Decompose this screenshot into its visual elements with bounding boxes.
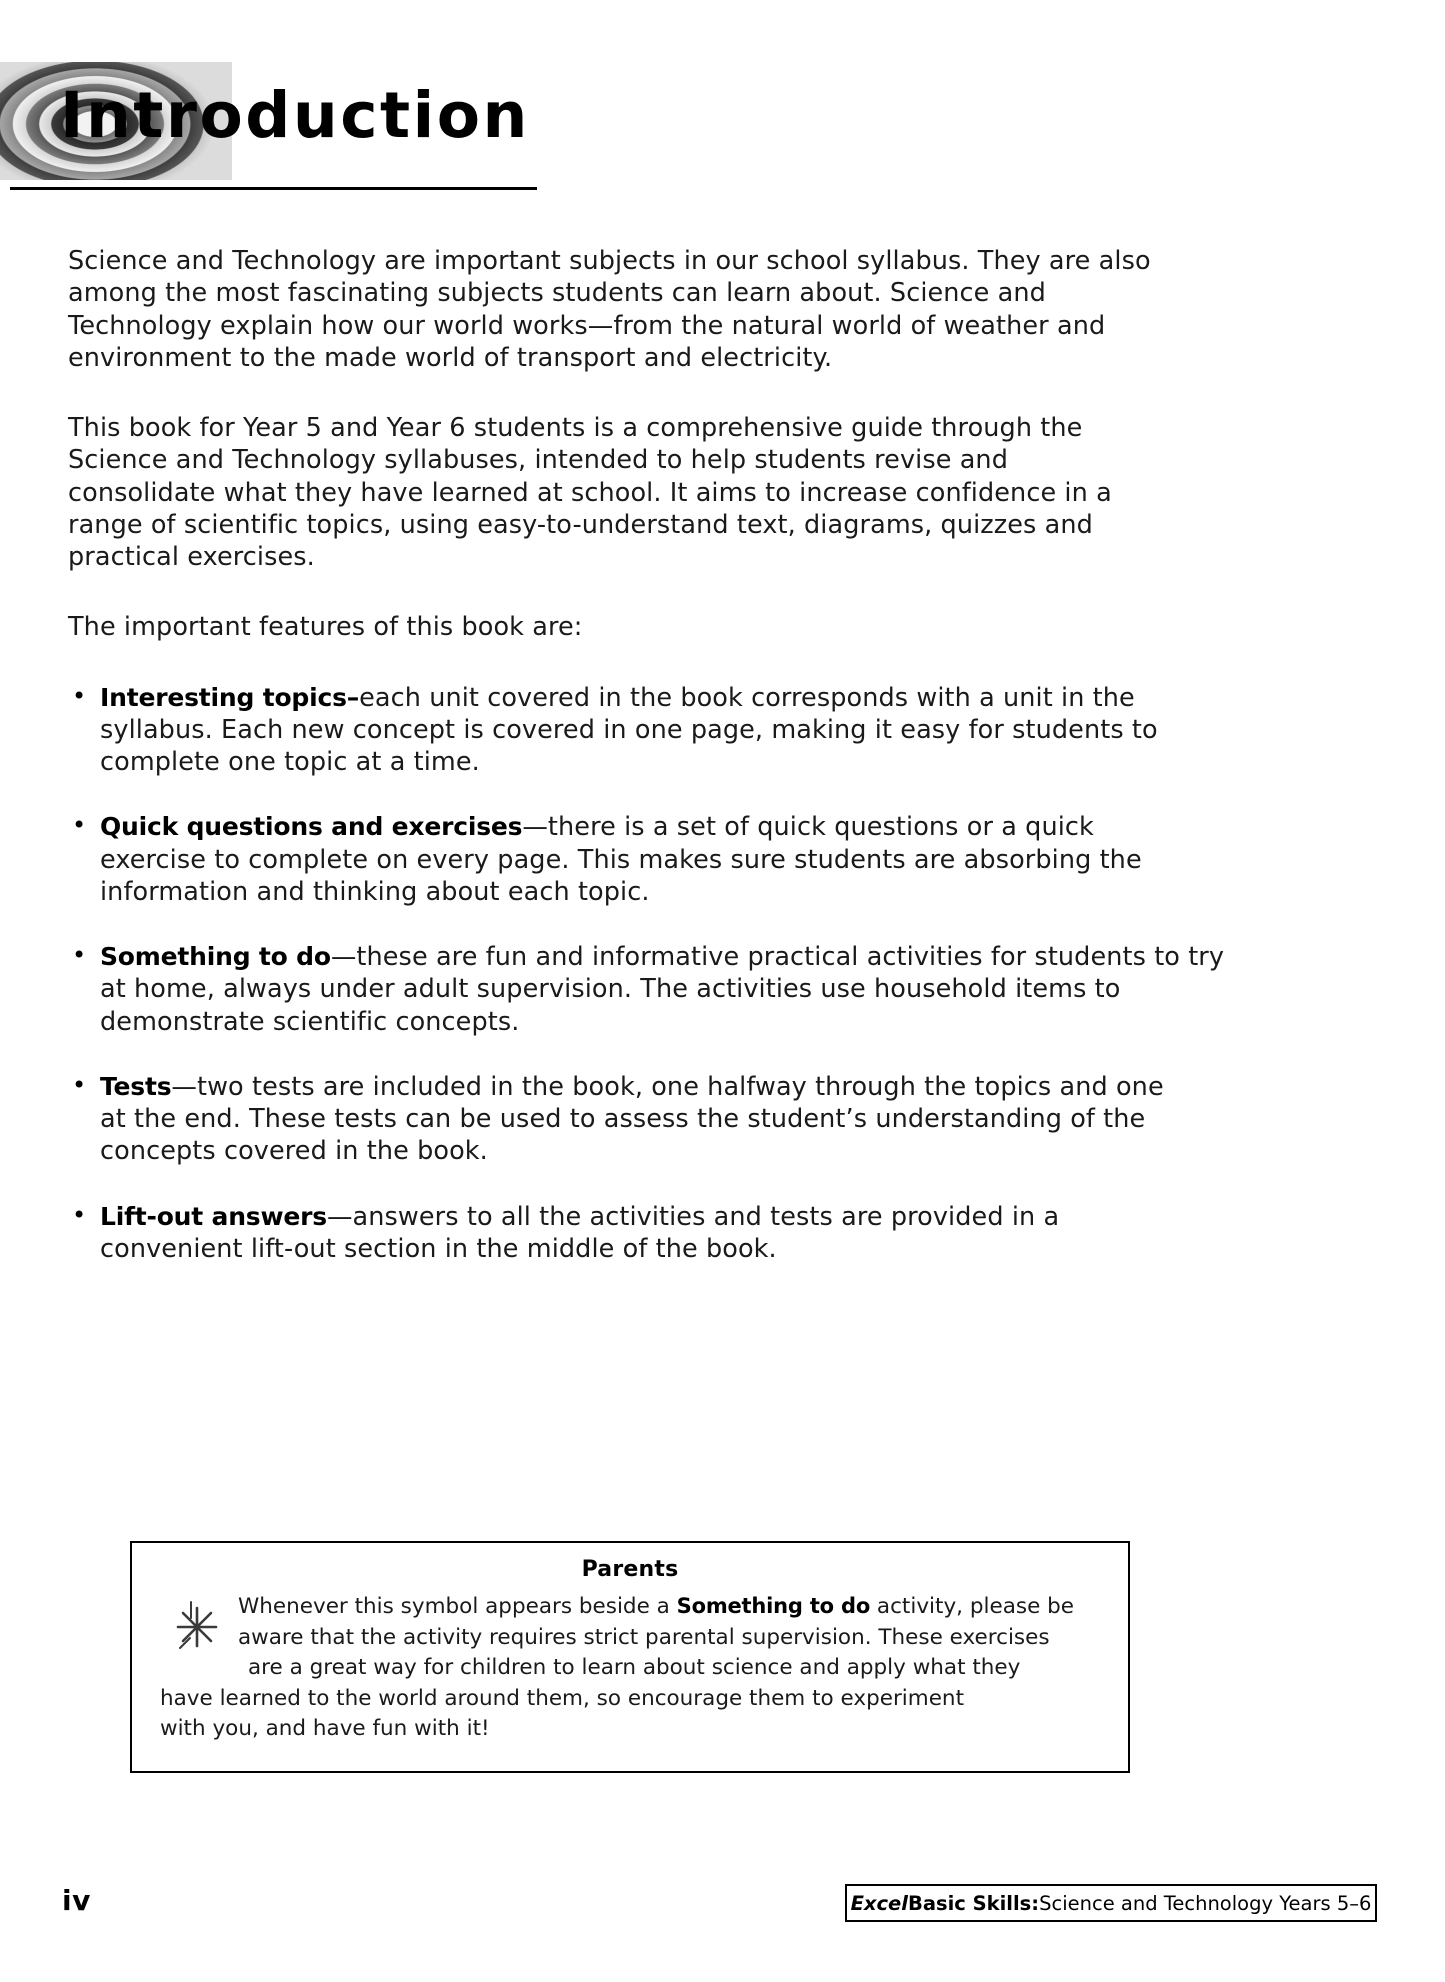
list-item xyxy=(68,1201,1205,1266)
parents-line-4: are a great way for children to learn about science and apply what they xyxy=(248,1655,1021,1681)
list-item xyxy=(68,682,1205,779)
footer-title-rest: Science and Technology Years 5–6 xyxy=(1039,1891,1372,1915)
feature-text: —these are fun and informative practical activities for students to try at home, always under adult supervision. The activities use household items to demonstrate scientific concepts. xyxy=(100,942,1225,1037)
feature-lead: Quick questions and exercises xyxy=(100,812,523,842)
parents-callout-body xyxy=(160,1592,1100,1745)
parents-callout-box xyxy=(130,1541,1130,1773)
parents-line-5: have learned to the world around them, so encourage them to experiment xyxy=(160,1685,964,1711)
parents-line-1: Whenever this symbol appears beside a xyxy=(238,1594,670,1619)
footer-series-band xyxy=(845,1884,1377,1922)
intro-paragraph-1: Science and Technology are important subjects in our school syllabus. They are also among the most fascinating subjects students can learn about. Science and Technology explain how our world works—from the natural world of weather and environment to the made world of transport and electricity. xyxy=(68,246,1151,373)
title-divider xyxy=(10,187,537,190)
list-item xyxy=(68,941,1225,1038)
sun-burst-icon xyxy=(166,1596,228,1658)
page-title: Introduction xyxy=(60,79,530,152)
feature-lead: Interesting topics– xyxy=(100,682,360,712)
footer-brand-bold: Basic Skills: xyxy=(907,1891,1040,1915)
feature-text: each unit covered in the book corresponds with a unit in the syllabus. Each new concept is covered in one page, making it easy for students to complete one topic at a time. xyxy=(100,682,1158,777)
footer-brand-italic: Excel xyxy=(850,1891,908,1915)
feature-lead: Lift-out answers xyxy=(100,1201,327,1231)
feature-text: —answers to all the activities and tests are provided in a convenient lift-out section in the middle of the book. xyxy=(100,1201,1060,1264)
parents-line-6: with you, and have fun with it! xyxy=(160,1716,490,1742)
list-item xyxy=(68,811,1195,908)
feature-text: —there is a set of quick questions or a quick exercise to complete on every page. This makes sure students are absorbing the information and thinking about each topic. xyxy=(100,812,1142,907)
feature-lead: Tests xyxy=(100,1071,172,1101)
page-number: iv xyxy=(62,1884,91,1917)
parents-line-3: aware that the activity requires strict parental supervision. These exercises xyxy=(238,1624,1050,1650)
feature-lead: Something to do xyxy=(100,942,331,971)
intro-paragraph-2: This book for Year 5 and Year 6 students is a comprehensive guide through the Science and Technology syllabuses, intended to help students revise and consolidate what they have learned at school. It aims to increase confidence in a range of scientific topics, using easy-to-understand text, diagrams, quizzes and practical exercises. xyxy=(68,413,1112,572)
page-title-block xyxy=(0,62,540,187)
parents-bold-term: Something to do xyxy=(676,1594,871,1618)
intro-paragraph-3: The important features of this book are: xyxy=(68,612,583,643)
parents-callout-title: Parents xyxy=(581,1557,679,1582)
features-list xyxy=(68,682,1225,1266)
body-content xyxy=(68,245,1225,1298)
feature-text: —two tests are included in the book, one halfway through the topics and one at the end. These tests can be used to assess the student’s understanding of the concepts covered in the book. xyxy=(100,1071,1164,1167)
list-item xyxy=(68,1071,1190,1168)
parents-line-2: activity, please be xyxy=(876,1594,1075,1619)
